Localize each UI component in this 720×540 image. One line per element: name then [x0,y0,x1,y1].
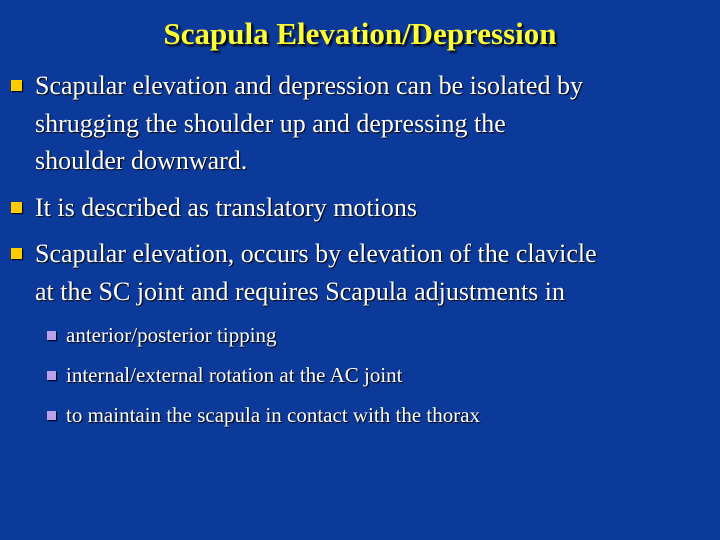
bullet-line: shrugging the shoulder up and depressing the [35,108,506,138]
square-bullet-icon [11,248,22,259]
sub-bullet-text: to maintain the scapula in contact with the thorax [66,403,481,427]
square-bullet-icon [11,202,22,213]
square-sub-bullet-icon [47,331,56,340]
slide-title: Scapula Elevation/Depression [163,16,557,51]
sub-bullet-text: internal/external rotation at the AC joint [66,363,403,387]
square-sub-bullet-icon [47,371,56,380]
sub-bullet-text: anterior/posterior tipping [66,323,277,347]
bullet-line: at the SC joint and requires Scapula adjustments in [35,276,566,306]
bullet-line: Scapular elevation and depression can be isolated by [35,71,583,100]
square-sub-bullet-icon [47,411,56,420]
bullet-line: shoulder downward. [35,146,248,175]
bullet-line: It is described as translatory motions [35,193,417,222]
square-bullet-icon [11,80,22,91]
bullet-line: Scapular elevation, occurs by elevation of the clavicle [35,239,597,268]
